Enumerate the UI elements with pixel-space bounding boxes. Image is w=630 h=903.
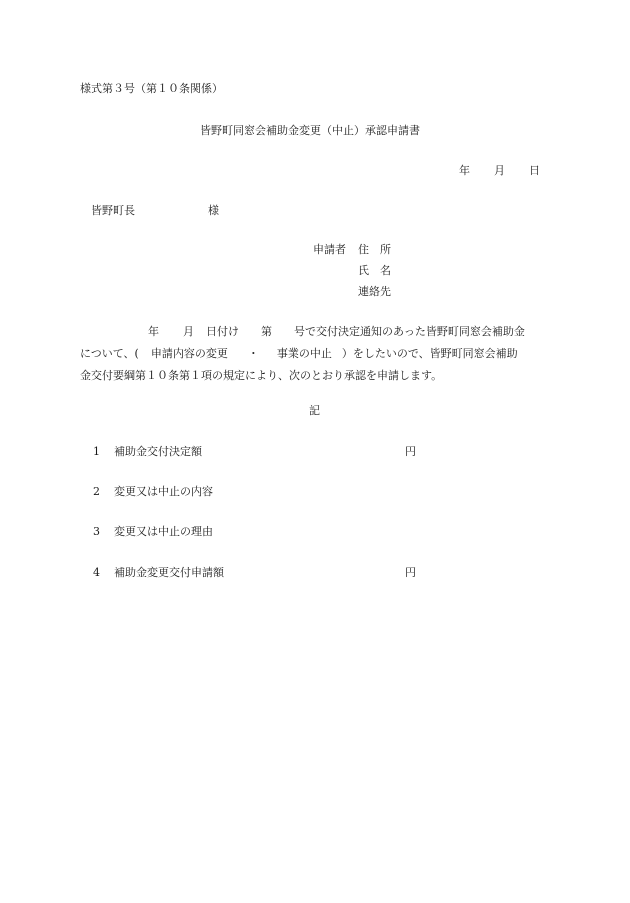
option-change: 申請内容の変更 bbox=[150, 347, 228, 360]
form-number: 様式第３号（第１０条関係） bbox=[80, 82, 223, 95]
applicant-name-label: 氏 名 bbox=[358, 264, 391, 277]
body-line-2 bbox=[80, 343, 550, 365]
item-2-number: 2 bbox=[93, 485, 100, 498]
applicant-address-label: 住 所 bbox=[358, 243, 391, 256]
item-2-label: 変更又は中止の内容 bbox=[114, 485, 213, 498]
item-1-number: 1 bbox=[93, 445, 100, 458]
item-4-label: 補助金変更交付申請額 bbox=[114, 566, 224, 579]
applicant-contact-label: 連絡先 bbox=[358, 285, 391, 298]
body-year: 年 bbox=[148, 325, 159, 338]
body-line-1 bbox=[80, 321, 550, 343]
body-paragraph bbox=[80, 321, 550, 387]
body-line1-rest: 号で交付決定通知のあった皆野町同窓会補助金 bbox=[294, 325, 525, 338]
option-cancel: 事業の中止 bbox=[276, 347, 332, 360]
body-line2-end: ）をしたいので、皆野町同窓会補助 bbox=[341, 347, 518, 360]
ki-heading: 記 bbox=[309, 404, 320, 417]
body-no-prefix: 第 bbox=[261, 325, 272, 338]
date-month-label: 月 bbox=[494, 164, 505, 177]
date-year-label: 年 bbox=[459, 164, 470, 177]
option-separator: ・ bbox=[247, 347, 259, 360]
body-line-3: 金交付要綱第１０条第１項の規定により、次のとおり承認を申請します。 bbox=[80, 369, 443, 382]
applicant-label: 申請者 bbox=[313, 243, 346, 256]
item-4-number: 4 bbox=[93, 566, 100, 579]
body-line2-start: について、( bbox=[80, 347, 139, 360]
item-1-label: 補助金交付決定額 bbox=[114, 445, 202, 458]
item-3-number: 3 bbox=[93, 525, 100, 538]
document-title: 皆野町同窓会補助金変更（中止）承認申請書 bbox=[200, 124, 420, 137]
item-3-label: 変更又は中止の理由 bbox=[114, 525, 213, 538]
body-dated: 日付け bbox=[206, 325, 239, 338]
date-day-label: 日 bbox=[529, 164, 540, 177]
body-month: 月 bbox=[183, 325, 194, 338]
item-4-unit: 円 bbox=[405, 566, 416, 579]
item-1-unit: 円 bbox=[405, 445, 416, 458]
addressee-honorific: 様 bbox=[208, 204, 219, 217]
addressee-name: 皆野町長 bbox=[91, 204, 135, 217]
